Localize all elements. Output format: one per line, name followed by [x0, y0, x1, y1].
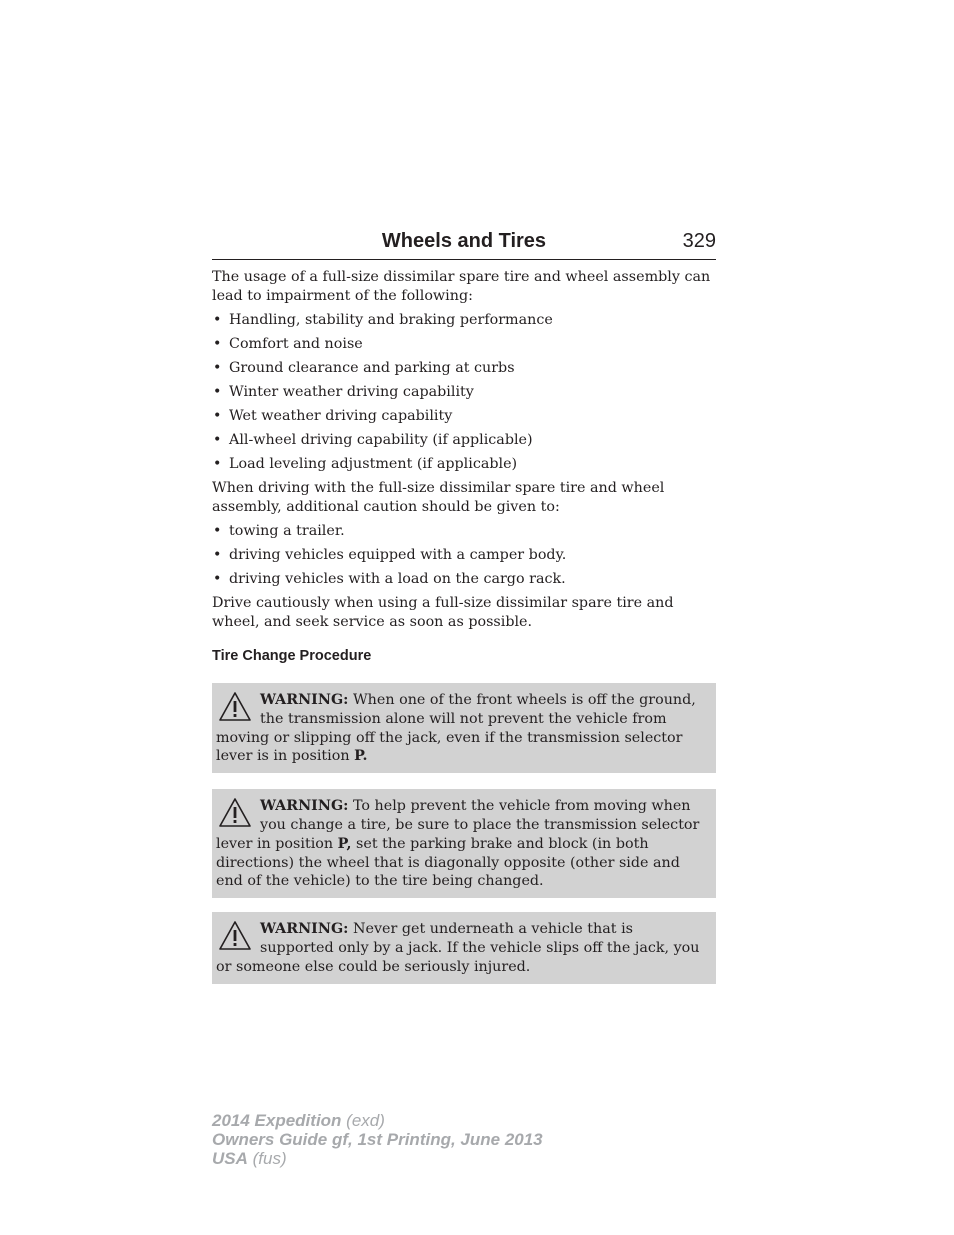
warning-box — [212, 683, 716, 773]
warning-text: To help prevent the vehicle from moving when you change a tire, be sure to place the transmission selector lever in position — [216, 798, 700, 852]
list-item: • driving vehicles equipped with a camper body. — [212, 546, 716, 565]
impairment-list — [212, 311, 716, 474]
list-item: • Handling, stability and braking performance — [212, 311, 716, 330]
warning-text: When one of the front wheels is off the ground, the transmission alone will not prevent the vehicle from moving or slipping off the jack, even if the transmission selector lever is in position — [216, 692, 696, 765]
intro-paragraph: The usage of a full-size dissimilar spare tire and wheel assembly can lead to impairment of the following: — [212, 269, 711, 304]
drive-note-paragraph: Drive cautiously when using a full-size dissimilar spare tire and wheel, and seek service as soon as possible. — [212, 595, 674, 630]
page-footer — [212, 1111, 543, 1168]
warning-text-continued: set the parking brake and block (in both directions) the wheel that is diagonally opposite (other side and end of the vehicle) to the tire being changed. — [216, 835, 680, 890]
list-item: • Winter weather driving capability — [212, 383, 716, 402]
warning-label: WARNING: — [260, 692, 349, 708]
list-item: • Wet weather driving capability — [212, 407, 716, 426]
warning-emphasis: P. — [354, 748, 368, 765]
footer-model: 2014 Expedition — [212, 1111, 342, 1130]
page-title: Wheels and Tires — [381, 230, 547, 252]
warning-text: Never get underneath a vehicle that is supported only by a jack. If the vehicle slips off the jack, you or someone else could be seriously injured. — [216, 921, 700, 975]
footer-line-model — [212, 1111, 543, 1130]
warning-label: WARNING: — [260, 921, 349, 938]
warning-label: WARNING: — [260, 798, 349, 815]
caution-list — [212, 522, 716, 589]
page-header — [212, 229, 716, 260]
footer-line-edition: Owners Guide gf, 1st Printing, June 2013 — [212, 1130, 543, 1149]
warning-triangle-icon — [218, 920, 252, 952]
manual-page — [212, 229, 716, 984]
warning-box — [212, 789, 716, 898]
list-item: • Comfort and noise — [212, 335, 716, 354]
warning-triangle-icon — [218, 691, 252, 723]
footer-market-code: (fus) — [247, 1149, 287, 1168]
warning-triangle-icon — [218, 797, 252, 829]
list-item: • Ground clearance and parking at curbs — [212, 359, 716, 378]
warning-box — [212, 912, 716, 983]
page-number: 329 — [682, 230, 716, 252]
list-item: • Load leveling adjustment (if applicable) — [212, 455, 716, 474]
footer-market: USA — [212, 1149, 248, 1168]
warning-emphasis: P, — [337, 835, 352, 852]
footer-line-market — [212, 1149, 543, 1168]
caution-intro-paragraph: When driving with the full-size dissimilar spare tire and wheel assembly, additional caution should be given to: — [212, 480, 665, 515]
list-item: • driving vehicles with a load on the cargo rack. — [212, 570, 716, 589]
footer-model-code: (exd) — [341, 1111, 385, 1130]
list-item: • All-wheel driving capability (if applicable) — [212, 431, 716, 450]
section-heading: Tire Change Procedure — [212, 648, 372, 664]
list-item: • towing a trailer. — [212, 522, 716, 541]
